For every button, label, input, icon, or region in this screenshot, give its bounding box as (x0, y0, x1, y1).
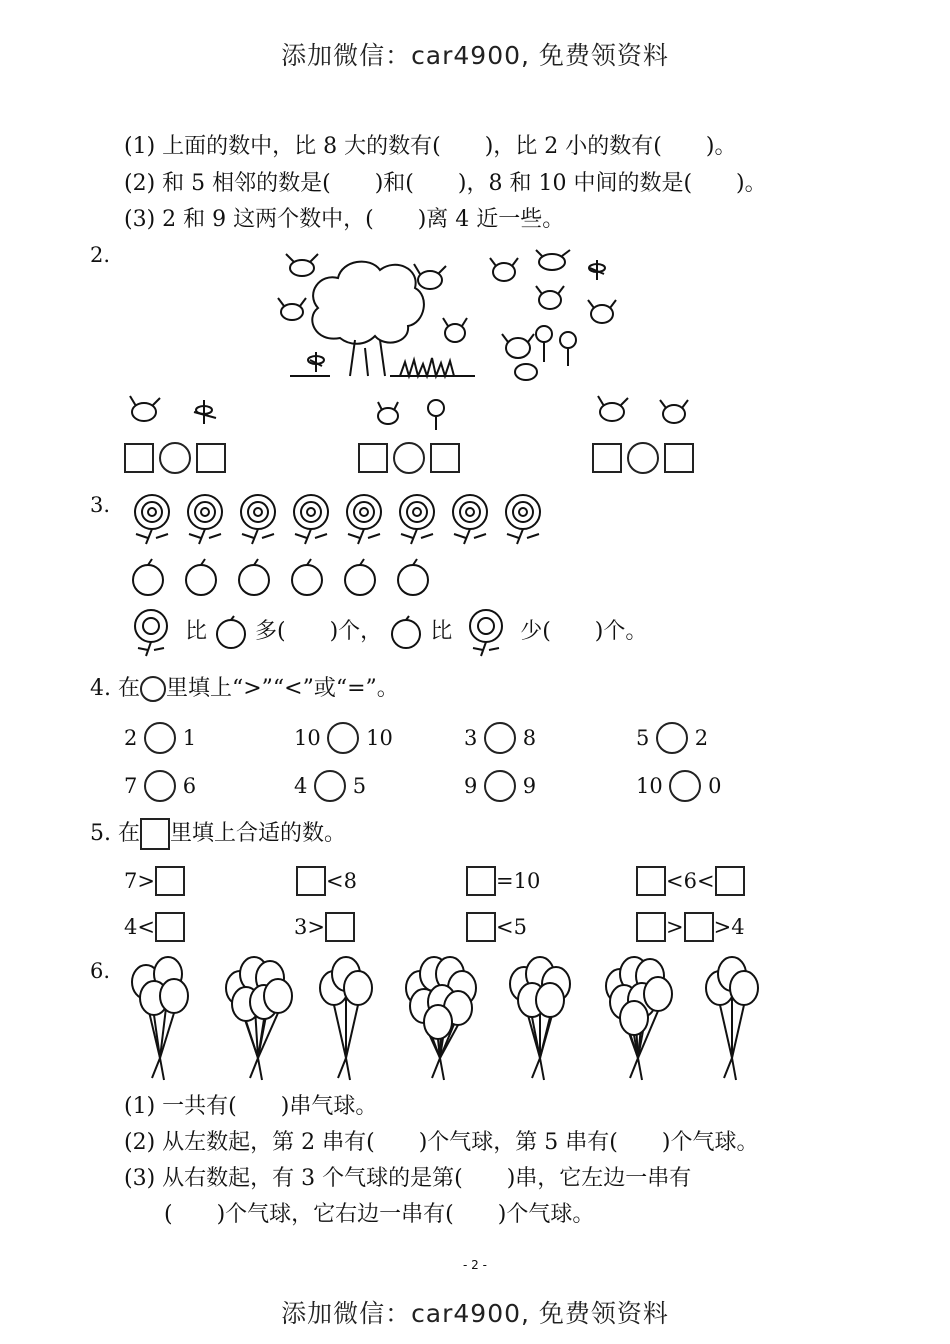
flower-icon (124, 606, 178, 658)
q4-title-b: 里填上“>”“<”或“=”。 (165, 676, 399, 701)
answer-box[interactable] (636, 866, 666, 896)
page-number: - 2 - (463, 1258, 487, 1272)
box-sample (140, 818, 170, 850)
answer-circle[interactable] (656, 722, 688, 754)
q1-line-1: (1) 上面的数中，比 8 大的数有( )，比 2 小的数有( )。 (124, 134, 737, 159)
balloon-bunch (406, 957, 476, 1080)
q2-group-1-icons (126, 392, 226, 432)
q5-r1-c4: <6< (636, 866, 745, 896)
balloon (160, 979, 188, 1013)
balloon-bunch (320, 957, 372, 1080)
q3-text-less: 少( )个。 (520, 619, 648, 644)
q4-r1-c4: 5 2 (636, 722, 708, 754)
q4-title (90, 674, 399, 704)
q2-group-3-icons (594, 392, 694, 432)
answer-box[interactable] (155, 866, 185, 896)
flower-icon (453, 495, 487, 544)
q6-line-4: ( )个气球，它右边一串有( )个气球。 (164, 1202, 595, 1227)
q6-label: 6. (90, 959, 111, 983)
answer-box[interactable] (358, 443, 388, 473)
q4-title-a: 4. 在 (90, 676, 140, 701)
balloon-bunch (132, 957, 188, 1080)
flower-icon (241, 495, 275, 544)
q5-r2-c1: 4< (124, 912, 185, 942)
answer-circle[interactable] (393, 442, 425, 474)
answer-circle[interactable] (314, 770, 346, 802)
balloon-bunch (706, 957, 758, 1080)
q4-r2-c2: 4 5 (294, 770, 366, 802)
answer-box[interactable] (664, 443, 694, 473)
answer-circle[interactable] (669, 770, 701, 802)
q3-flower-row (124, 490, 554, 546)
q4-r1-c1: 2 1 (124, 722, 196, 754)
q6-line-2: (2) 从左数起，第 2 串有( )个气球，第 5 串有( )个气球。 (124, 1130, 759, 1155)
answer-box[interactable] (715, 866, 745, 896)
q6-line-1: (1) 一共有( )串气球。 (124, 1094, 378, 1119)
q5-r2-c2: 3> (294, 912, 355, 942)
answer-box[interactable] (592, 443, 622, 473)
q2-group-3-compare (592, 442, 694, 474)
q5-r1-c1: 7> (124, 866, 185, 896)
q5-title (90, 818, 346, 850)
answer-box[interactable] (466, 912, 496, 942)
apple-icon (292, 559, 322, 595)
flower-icon (459, 606, 513, 658)
circle-sample (140, 676, 166, 702)
flower-icon (294, 495, 328, 544)
q5-r1-c3: =10 (466, 866, 540, 896)
flower-icon (135, 495, 169, 544)
q3-comparison-sentence (124, 606, 647, 662)
answer-circle[interactable] (159, 442, 191, 474)
q5-r2-c3: <5 (466, 912, 527, 942)
apple-icon (389, 615, 423, 649)
answer-box[interactable] (296, 866, 326, 896)
q3-text-more: 多( )个， (255, 619, 383, 644)
balloon (536, 983, 564, 1017)
apple-icon (186, 559, 216, 595)
q4-r1-c2: 10 10 (294, 722, 393, 754)
apple-icon (214, 615, 248, 649)
apple-icon (398, 559, 428, 595)
answer-box[interactable] (155, 912, 185, 942)
q2-label: 2. (90, 243, 111, 267)
q5-title-b: 里填上合适的数。 (169, 821, 346, 846)
q3-text-bi-2: 比 (430, 619, 453, 644)
balloon-bunch (510, 957, 570, 1080)
q3-label: 3. (90, 493, 111, 517)
flower-icon (400, 495, 434, 544)
answer-box[interactable] (325, 912, 355, 942)
q1-line-3: (3) 2 和 9 这两个数中，( )离 4 近一些。 (124, 207, 565, 232)
q5-r1-c2: <8 (296, 866, 357, 896)
apple-icon (345, 559, 375, 595)
q3-apple-row (126, 556, 446, 596)
balloon-bunch (226, 957, 292, 1080)
q1-line-2: (2) 和 5 相邻的数是( )和( )，8 和 10 中间的数是( )。 (124, 171, 767, 196)
answer-circle[interactable] (627, 442, 659, 474)
balloon (730, 971, 758, 1005)
watermark-top: 添加微信：car4900, 免费领资料 (281, 41, 669, 70)
answer-circle[interactable] (484, 770, 516, 802)
balloon (264, 979, 292, 1013)
q4-r2-c3: 9 9 (464, 770, 536, 802)
answer-box[interactable] (124, 443, 154, 473)
q6-balloon-bunches (120, 950, 800, 1086)
balloon (644, 977, 672, 1011)
answer-box[interactable] (636, 912, 666, 942)
q2-scene-illustration (270, 248, 630, 386)
q4-r2-c4: 10 0 (636, 770, 721, 802)
answer-circle[interactable] (144, 770, 176, 802)
answer-circle[interactable] (144, 722, 176, 754)
q2-group-2-compare (358, 442, 460, 474)
apple-icon (133, 559, 163, 595)
q4-r2-c1: 7 6 (124, 770, 196, 802)
flower-icon (506, 495, 540, 544)
q4-r1-c3: 3 8 (464, 722, 536, 754)
flower-icon (347, 495, 381, 544)
answer-box[interactable] (430, 443, 460, 473)
answer-circle[interactable] (484, 722, 516, 754)
q3-text-bi-1: 比 (185, 619, 208, 644)
q2-group-1-compare (124, 442, 226, 474)
balloon-bunch (606, 957, 672, 1080)
answer-box[interactable] (684, 912, 714, 942)
q2-group-2-icons (374, 392, 454, 432)
flower-icon (188, 495, 222, 544)
balloon (424, 1005, 452, 1039)
answer-box[interactable] (196, 443, 226, 473)
balloon (344, 971, 372, 1005)
answer-circle[interactable] (327, 722, 359, 754)
q6-line-3: (3) 从右数起，有 3 个气球的是第( )串，它左边一串有 (124, 1166, 692, 1191)
balloon (620, 1001, 648, 1035)
watermark-bottom: 添加微信：car4900, 免费领资料 (281, 1299, 669, 1328)
apple-icon (239, 559, 269, 595)
q5-title-a: 5. 在 (90, 821, 140, 846)
answer-box[interactable] (466, 866, 496, 896)
q5-r2-c4: > >4 (636, 912, 745, 942)
